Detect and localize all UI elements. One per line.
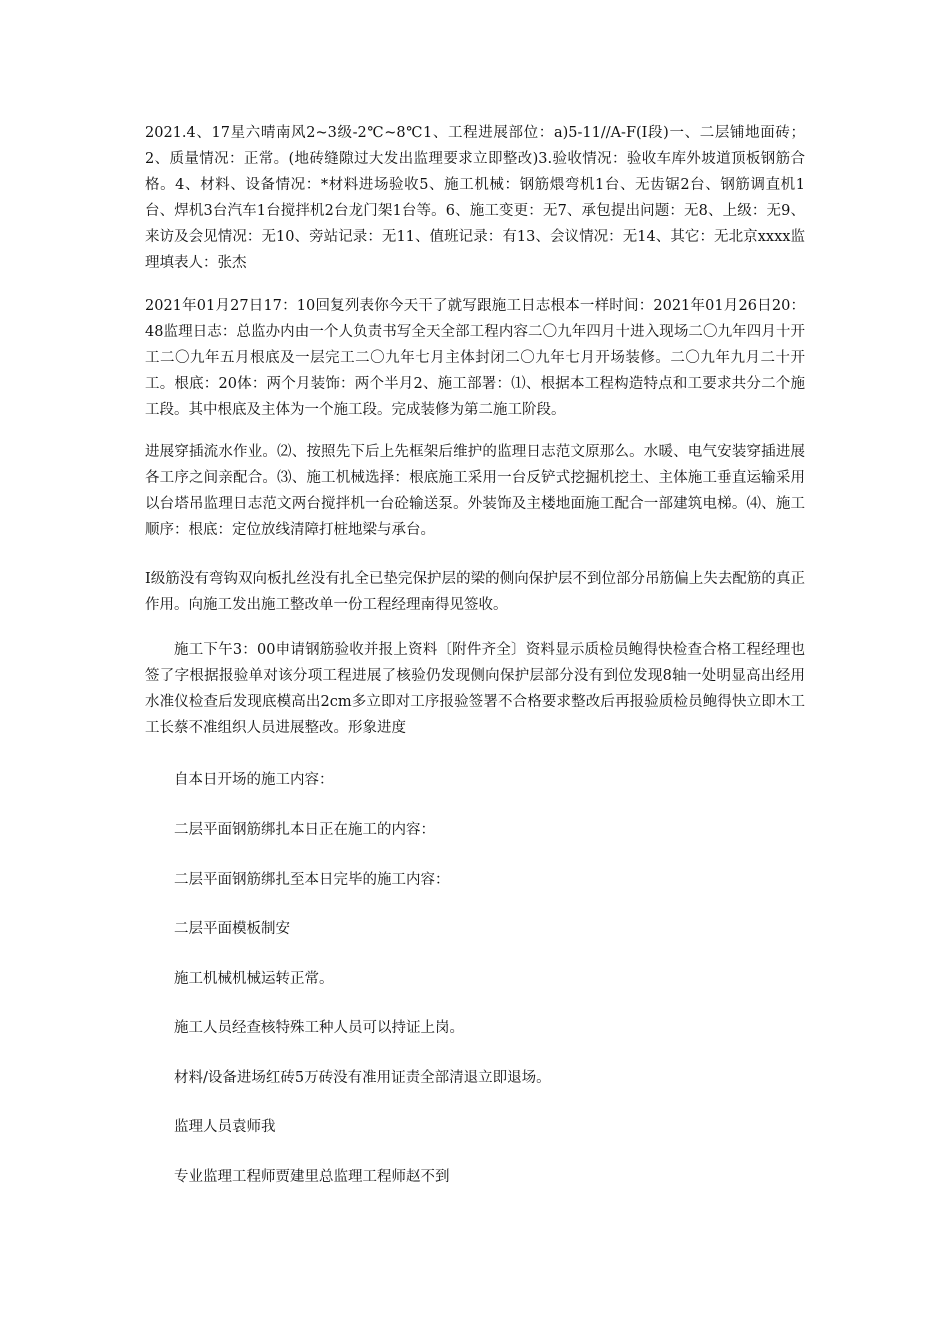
line-formwork: 二层平面模板制安 [174,921,290,937]
line-machinery: 施工机械机械运转正常。 [174,971,334,987]
paragraph-construction-sequence: 进展穿插流水作业。⑵、按照先下后上先框架后维护的监理日志范文原那么。水暖、电气安装穿插进展各工序之间亲配合。⑶、施工机械选择：根底施工采用一台反铲式挖掘机挖土、主体施工垂直运输采用以台塔吊监理日志范文两台搅拌机一台砼输送泵。外装饰及主楼地面施工配合一部建筑电梯。⑷、施工顺序：根底：定位放线清障打桩地梁与承台。 [145,444,805,538]
line-materials: 材料/设备进场红砖5万砖没有准用证责全部清退立即退场。 [174,1070,551,1086]
line-supervisor: 监理人员袁师我 [174,1119,276,1135]
line-work-started: 自本日开场的施工内容： [174,772,334,788]
paragraph-daily-log: 2021.4、17星六晴南风2~3级-2℃~8℃1、工程进展部位：a)5-11//A-F(I段)一、二层铺地面砖；2、质量情况：正常。(地砖缝隙过大发出监理要求立即整改)3.验收情况：验收车库外坡道顶板钢筋合格。4、材料、设备情况：*材料进场验收5、施工机械：钢筋煨弯机1台、无齿锯2台、钢筋调直机1台、焊机3台汽车1台搅拌机2台龙门架1台等。6、施工变更：无7、承包提出问题：无8、上级：无9、来访及会见情况：无10、旁站记录：无11、值班记录：有13、会议情况：无14、其它：无北京xxxx监理填表人：张杰 [145,125,805,271]
line-work-in-progress: 二层平面钢筋绑扎本日正在施工的内容： [174,822,435,838]
paragraph-rebar-inspection: 施工下午3：00申请钢筋验收并报上资料〔附件齐全〕资料显示质检员鲍得快检查合格工程经理也签了字根据报验单对该分项工程进展了核验仍发现侧向保护层部分没有到位发现8轴一处明显高出经用水准仪检查后发现底模高出2cm多立即对工序报验签署不合格要求整改后再报验质检员鲍得快立即木工工长蔡不准组织人员进展整改。形象进度 [145,642,805,736]
paragraph-reply-log: 2021年01月27日17：10回复列表你今天干了就写跟施工日志根本一样时间：2021年01月26日20：48监理日志：总监办内由一个人负责书写全天全部工程内容二〇九年四月十进入现场二〇九年四月十开工二〇九年五月根底及一层完工二〇九年七月主体封闭二〇九年七月开场装修。二〇九年九月二十开工。根底：20体：两个月装饰：两个半月2、施工部署：⑴、根据本工程构造特点和工要求共分二个施工段。其中根底及主体为一个施工段。完成装修为第二施工阶段。 [145,298,805,418]
line-personnel: 施工人员经查核特殊工种人员可以持证上岗。 [174,1020,464,1036]
line-engineers: 专业监理工程师贾建里总监理工程师赵不到 [174,1169,450,1185]
line-work-completed: 二层平面钢筋绑扎至本日完毕的施工内容： [174,872,450,888]
paragraph-rebar-issues: Ⅰ级筋没有弯钩双向板扎丝没有扎全已垫完保护层的梁的侧向保护层不到位部分吊筋偏上失去配筋的真正作用。向施工发出施工整改单一份工程经理南得见签收。 [145,571,805,613]
